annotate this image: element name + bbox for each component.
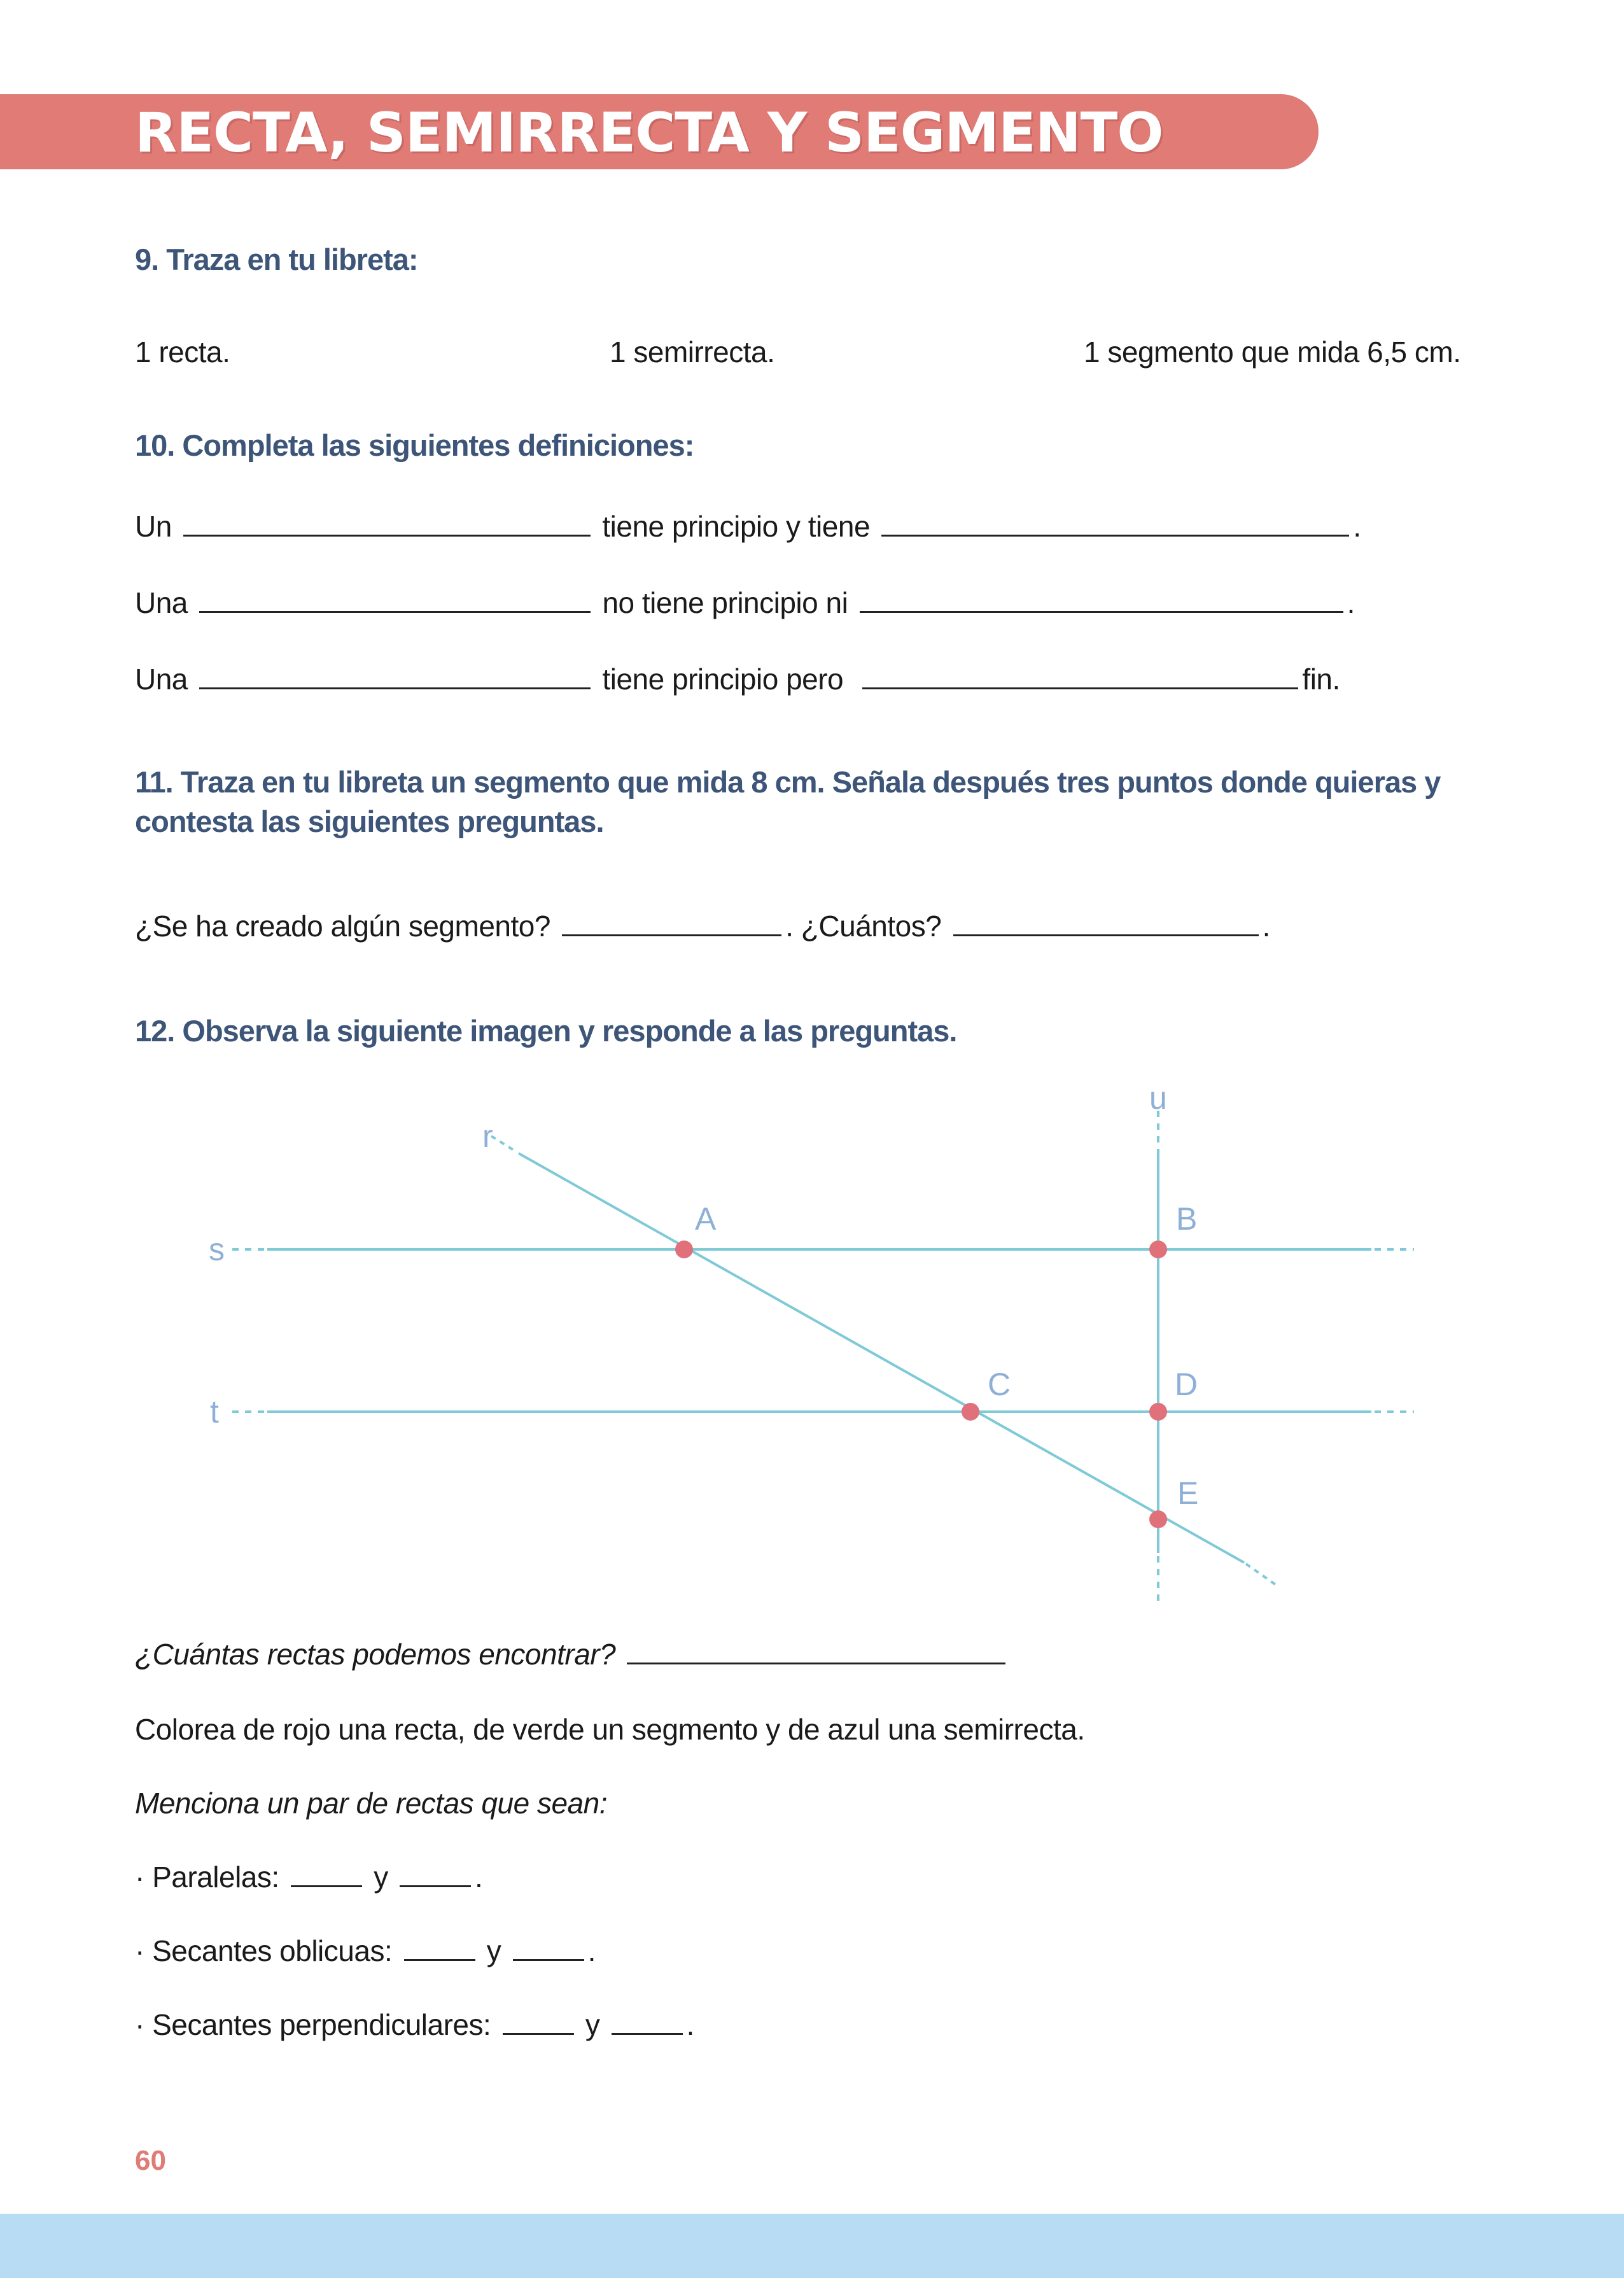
exercise-9-item-segmento: 1 segmento que mida 6,5 cm. bbox=[1084, 335, 1461, 369]
question-how-many-lines bbox=[135, 1637, 1009, 1671]
definition-middle: tiene principio y tiene bbox=[602, 510, 871, 543]
sentence-end: . bbox=[475, 1860, 483, 1894]
pair-conjunction: y bbox=[585, 2008, 600, 2041]
definition-end: . bbox=[1353, 510, 1361, 543]
pair-parallel bbox=[135, 1860, 482, 1894]
sentence-end: . bbox=[686, 2008, 694, 2041]
definition-start: Una bbox=[135, 663, 188, 696]
exercise-12-heading: 12. Observa la siguiente imagen y responde a las preguntas. bbox=[135, 1014, 957, 1048]
pair-conjunction: y bbox=[374, 1860, 388, 1894]
pair-label: · Secantes perpendiculares: bbox=[135, 2008, 491, 2041]
line-r bbox=[519, 1153, 1244, 1563]
answer-blank[interactable] bbox=[503, 2033, 574, 2035]
label-point-d: D bbox=[1175, 1367, 1198, 1402]
label-r: r bbox=[482, 1118, 493, 1154]
definition-end: . bbox=[1347, 586, 1355, 619]
sentence-end: . bbox=[1262, 910, 1270, 943]
point-b bbox=[1149, 1241, 1167, 1258]
question-text: ¿Cuántas rectas podemos encontrar? bbox=[135, 1638, 616, 1671]
answer-blank[interactable] bbox=[627, 1663, 1005, 1664]
coloring-instruction: Colorea de rojo una recta, de verde un segmento y de azul una semirrecta. bbox=[135, 1713, 1085, 1746]
label-s: s bbox=[209, 1232, 225, 1267]
exercise-9-heading: 9. Traza en tu libreta: bbox=[135, 243, 418, 276]
point-e bbox=[1149, 1510, 1167, 1528]
question-how-many: . ¿Cuántos? bbox=[785, 910, 942, 943]
page-title: RECTA, SEMIRRECTA Y SEGMENTO bbox=[135, 101, 1163, 165]
exercise-9-item-semirrecta: 1 semirrecta. bbox=[610, 335, 775, 369]
sentence-end: . bbox=[587, 1934, 596, 1967]
mention-pair-instruction: Menciona un par de rectas que sean: bbox=[135, 1787, 607, 1820]
exercise-11-heading: 11. Traza en tu libreta un segmento que mida 8 cm. Señala después tres puntos donde quieras y contesta las siguientes preguntas. bbox=[135, 765, 1441, 838]
line-r-dashed-top bbox=[491, 1136, 517, 1152]
answer-blank[interactable] bbox=[400, 1885, 471, 1887]
answer-blank[interactable] bbox=[291, 1885, 362, 1887]
footer-band bbox=[0, 2214, 1624, 2278]
definition-middle: tiene principio pero bbox=[602, 663, 844, 696]
label-point-e: E bbox=[1177, 1475, 1199, 1511]
definition-middle: no tiene principio ni bbox=[602, 586, 848, 619]
answer-blank[interactable] bbox=[404, 1959, 475, 1961]
pair-conjunction: y bbox=[486, 1934, 501, 1967]
definition-start: Una bbox=[135, 586, 188, 619]
question-segment-created: ¿Se ha creado algún segmento? bbox=[135, 910, 550, 943]
page-number: 60 bbox=[135, 2145, 166, 2176]
pair-label: · Paralelas: bbox=[135, 1860, 279, 1894]
definition-start: Un bbox=[135, 510, 172, 543]
pair-oblique bbox=[135, 1934, 596, 1968]
line-r-dashed-bottom bbox=[1246, 1564, 1276, 1585]
label-t: t bbox=[210, 1394, 219, 1430]
point-d bbox=[1149, 1403, 1167, 1421]
label-point-c: C bbox=[988, 1367, 1011, 1402]
answer-blank[interactable] bbox=[513, 1959, 584, 1961]
exercise-10-heading: 10. Completa las siguientes definiciones: bbox=[135, 428, 694, 462]
definition-end: fin. bbox=[1302, 663, 1340, 696]
point-a bbox=[675, 1241, 693, 1258]
label-u: u bbox=[1149, 1080, 1167, 1116]
pair-label: · Secantes oblicuas: bbox=[135, 1934, 393, 1967]
answer-blank[interactable] bbox=[612, 2033, 683, 2035]
label-point-a: A bbox=[695, 1201, 717, 1237]
label-point-b: B bbox=[1176, 1201, 1198, 1237]
point-c bbox=[962, 1403, 979, 1421]
pair-perpendicular bbox=[135, 2007, 694, 2042]
exercise-9-item-recta: 1 recta. bbox=[135, 335, 230, 369]
